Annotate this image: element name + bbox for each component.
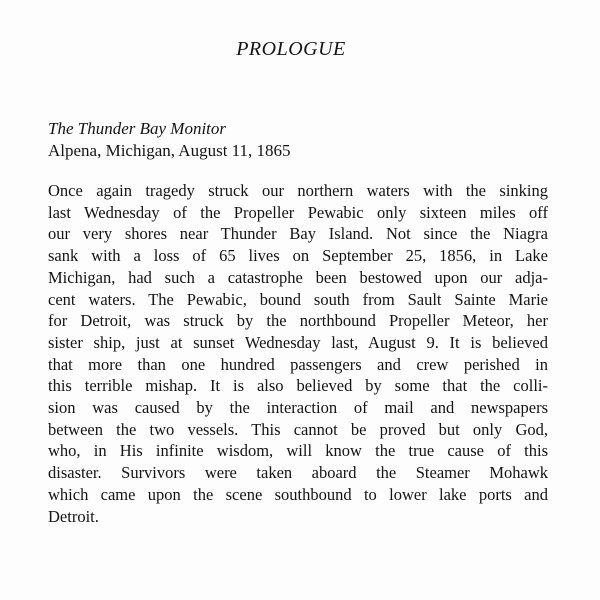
publication-name: The Thunder Bay Monitor — [48, 119, 227, 138]
body-line: Michigan, had such a catastrophe been bestowed upon our adja- — [48, 267, 548, 287]
body-line: this terrible mishap. It is also believed by some that the colli- — [48, 376, 548, 396]
body-line: disaster. Survivors were taken aboard the Steamer Mohawk — [48, 463, 548, 483]
body-line: cent waters. The Pewabic, bound south from Sault Sainte Marie — [48, 289, 548, 309]
dateline: Alpena, Michigan, August 11, 1865 — [48, 141, 291, 160]
body-line: between the two vessels. This cannot be proved but only God, — [48, 419, 548, 439]
body-line: Once again tragedy struck our northern waters with the sinking — [48, 181, 548, 200]
body-line: sank with a loss of 65 lives on September 25, 1856, in Lake — [48, 246, 548, 266]
body-line: which came upon the scene southbound to lower lake ports and — [48, 484, 548, 504]
body-paragraph — [48, 180, 548, 527]
page-title: PROLOGUE — [236, 38, 346, 60]
body-line: last Wednesday of the Propeller Pewabic only sixteen miles off — [48, 202, 548, 222]
body-line: for Detroit, was struck by the northbound Propeller Meteor, her — [48, 311, 548, 331]
body-line: our very shores near Thunder Bay Island. Not since the Niagra — [48, 224, 548, 244]
body-line: Detroit. — [48, 506, 99, 526]
body-line: who, in His infinite wisdom, will know the true cause of this — [48, 441, 548, 461]
body-line: sion was caused by the interaction of mail and newspapers — [48, 398, 548, 418]
body-line: sister ship, just at sunset Wednesday last, August 9. It is believed — [48, 332, 548, 352]
body-line: that more than one hundred passengers and crew perished in — [48, 354, 548, 374]
